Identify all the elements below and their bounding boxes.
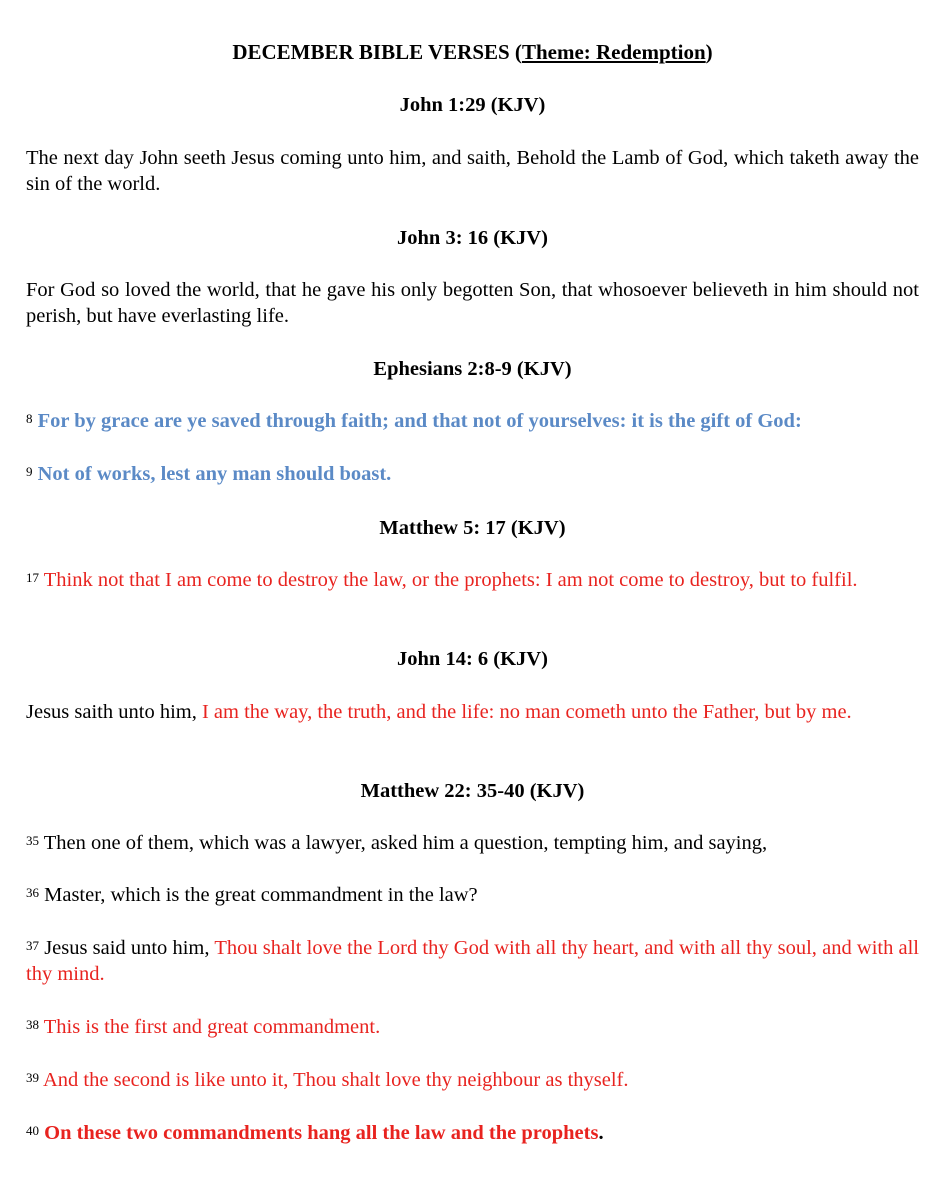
verse-ephesians-2-8 — [26, 408, 919, 434]
verse-text-period: . — [598, 1122, 604, 1144]
verse-matthew-22-37 — [26, 935, 919, 987]
verse-number: 40 — [26, 1123, 39, 1138]
section-heading-matthew-5-17: Matthew 5: 17 (KJV) — [379, 517, 566, 539]
page-title-theme: Theme: Redemption — [521, 40, 706, 64]
verse-number: 9 — [26, 464, 33, 479]
verse-number: 38 — [26, 1017, 39, 1032]
verse-john-3-16 — [26, 277, 919, 329]
verse-number: 35 — [26, 833, 39, 848]
verse-matthew-22-39 — [26, 1067, 919, 1093]
verse-text: Not of works, lest any man should boast. — [37, 463, 392, 485]
verse-text: The next day John seeth Jesus coming unto him, and saith, Behold the Lamb of God, which taketh away the sin of the world. — [26, 147, 919, 195]
verse-text-black: Jesus saith unto him, — [26, 701, 202, 723]
verse-number: 37 — [26, 938, 39, 953]
verse-text: Think not that I am come to destroy the law, or the prophets: I am not come to destroy, but to fulfil. — [43, 569, 858, 591]
page-title-prefix: DECEMBER BIBLE VERSES ( — [232, 40, 522, 64]
verse-text-red: I am the way, the truth, and the life: no man cometh unto the Father, but by me. — [201, 701, 852, 723]
page-title-suffix: ) — [705, 40, 713, 64]
verse-matthew-22-36 — [26, 882, 919, 908]
verse-number: 39 — [26, 1070, 39, 1085]
verse-text: Then one of them, which was a lawyer, asked him a question, tempting him, and saying, — [43, 832, 768, 854]
verse-text-red: Thou shalt love the Lord thy God with all thy heart, and with all thy soul, and with all thy mind. — [26, 937, 920, 985]
verse-john-14-6 — [26, 699, 919, 725]
verse-text: Master, which is the great commandment in the law? — [44, 884, 478, 906]
verse-matthew-22-38 — [26, 1014, 919, 1040]
verse-text: And the second is like unto it, Thou shalt love thy neighbour as thyself. — [43, 1069, 629, 1091]
section-heading-john-14-6: John 14: 6 (KJV) — [397, 648, 548, 670]
page-title — [26, 39, 919, 65]
verse-matthew-22-40 — [26, 1120, 919, 1146]
verse-matthew-5-17 — [26, 567, 919, 593]
verse-number: 8 — [26, 411, 33, 426]
section-heading-john-1-29: John 1:29 (KJV) — [399, 94, 546, 116]
verse-ephesians-2-9 — [26, 461, 919, 487]
verse-matthew-22-35 — [26, 830, 919, 856]
verse-text: For God so loved the world, that he gave his only begotten Son, that whosoever believeth in him should not perish, but have everlasting life. — [26, 279, 919, 327]
section-heading-john-3-16: John 3: 16 (KJV) — [397, 227, 548, 249]
verse-number: 17 — [26, 570, 39, 585]
verse-text: For by grace are ye saved through faith; and that not of yourselves: it is the gift of God: — [37, 410, 802, 432]
verse-john-1-29 — [26, 145, 919, 197]
verse-text: This is the first and great commandment. — [43, 1016, 381, 1038]
verse-number: 36 — [26, 885, 39, 900]
verse-text-black: Jesus said unto him, — [44, 937, 215, 959]
section-heading-ephesians-2-8-9: Ephesians 2:8-9 (KJV) — [373, 358, 572, 380]
section-heading-matthew-22-35-40: Matthew 22: 35-40 (KJV) — [360, 780, 585, 802]
verse-text-red: On these two commandments hang all the law and the prophets — [44, 1122, 599, 1144]
